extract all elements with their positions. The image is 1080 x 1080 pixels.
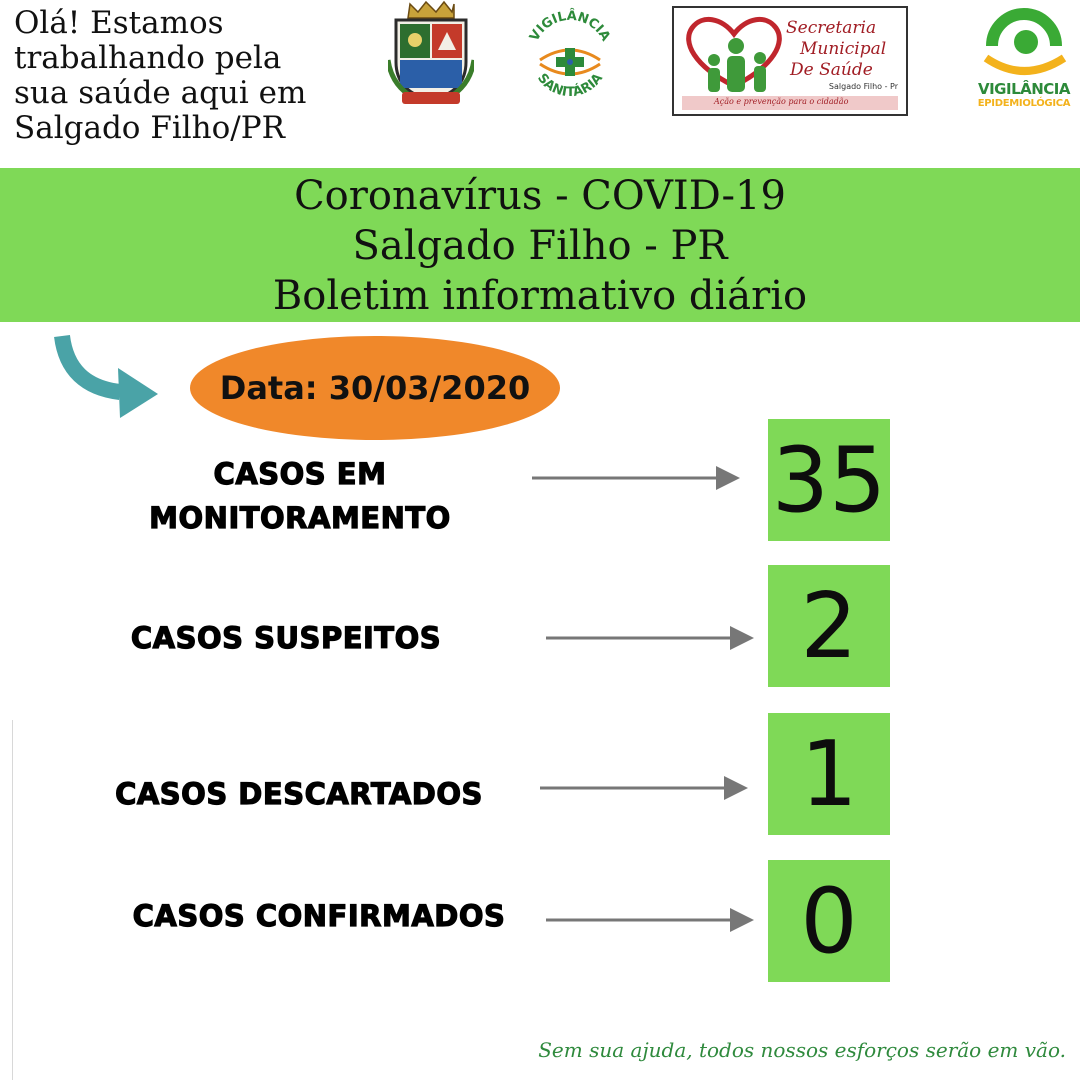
label-casos-descartados: CASOS DESCARTADOS [115,777,483,811]
curved-arrow-icon [48,332,168,426]
title-banner [0,168,1080,322]
arrow-right-icon [532,464,742,496]
label-casos-confirmados: CASOS CONFIRMADOS [132,899,506,933]
vigilancia-sanitaria-bottom-text: SANITÁRIA [534,70,606,101]
label-casos-suspeitos: CASOS SUSPEITOS [130,621,442,655]
vigilancia-epi-line2: EPIDEMIOLÓGICA [977,98,1071,109]
banner-line2: Salgado Filho - PR [352,223,728,269]
vigilancia-epi-line1: VIGILÂNCIA [977,80,1070,98]
divider-line [12,720,13,1080]
vigilancia-epidemiologica-logo [972,6,1076,116]
secretaria-line2: Municipal [800,39,887,59]
vigilancia-sanitaria-logo [520,6,620,106]
arrow-right-icon [540,774,750,806]
banner-line3: Boletim informativo diário [272,273,808,319]
secretaria-tagline: Ação e prevenção para o cidadão [714,97,849,106]
footer-message: Sem sua ajuda, todos nossos esforços serão em vão. [538,1038,1066,1062]
greeting-text: Olá! Estamos trabalhando pela sua saúde aqui em Salgado Filho/PR [14,5,307,146]
secretaria-saude-logo [672,6,908,116]
coat-of-arms-logo [388,0,474,108]
value-casos-suspeitos: 2 [768,565,890,687]
arrow-right-icon [546,624,756,656]
banner-line1: Coronavírus - COVID-19 [294,173,786,219]
secretaria-city: Salgado Filho - Pr [828,82,898,91]
arrow-right-icon [546,906,756,938]
value-casos-descartados: 1 [768,713,890,835]
value-casos-confirmados: 0 [768,860,890,982]
secretaria-line3: De Saúde [790,60,873,80]
svg-text:VIGILÂNCIA [527,8,613,44]
date-badge: Data: 30/03/2020 [190,336,560,440]
label-casos-monitoramento: CASOS EM MONITORAMENTO [149,457,451,535]
value-casos-monitoramento: 35 [768,419,890,541]
secretaria-line1: Secretaria [786,18,877,38]
vigilancia-sanitaria-top-text: VIGILÂNCIA [527,8,613,44]
